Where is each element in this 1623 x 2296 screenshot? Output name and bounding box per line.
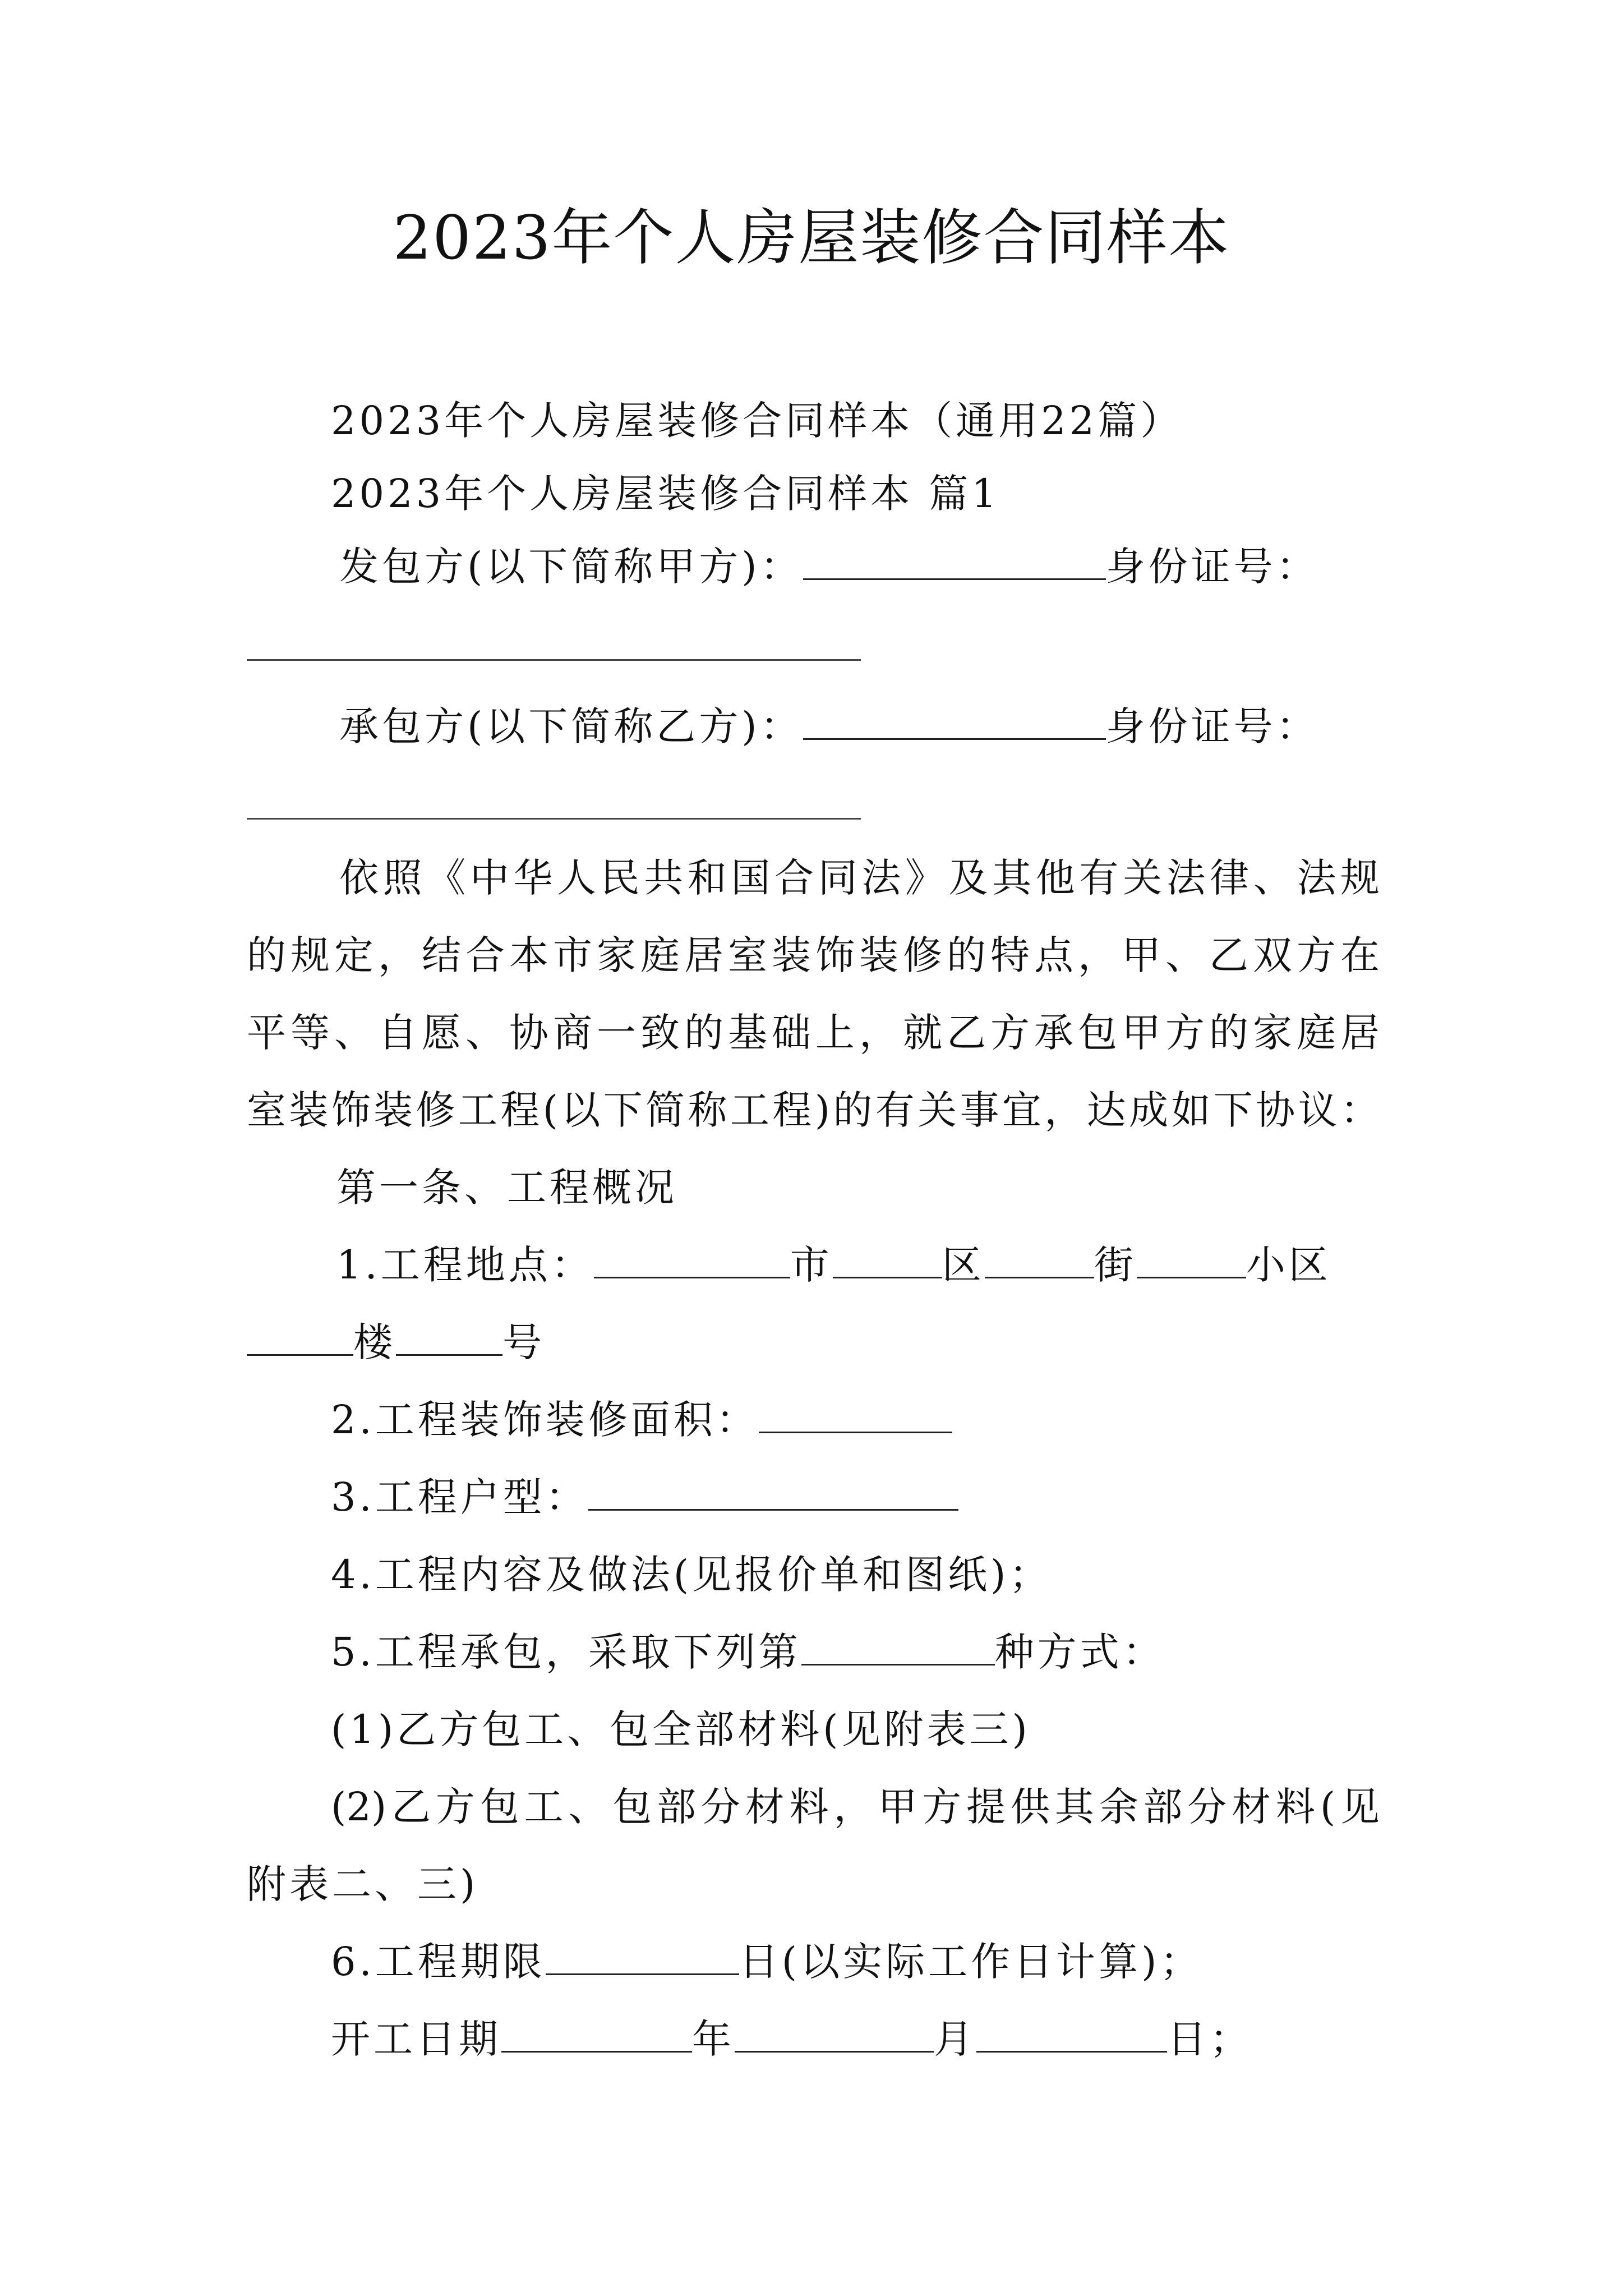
item6-suffix: 日(以实际工作日计算)； [739, 1939, 1203, 1985]
item1-building-label: 楼 [353, 1319, 396, 1365]
item3-type-blank[interactable] [588, 1475, 958, 1511]
item5-prefix: 5.工程承包，采取下列第 [331, 1629, 801, 1675]
item1-street-label: 街 [1094, 1242, 1137, 1288]
item1-number-label: 号 [502, 1319, 545, 1365]
item1-city-blank[interactable] [594, 1243, 790, 1278]
preamble-line-2: 的规定，结合本市家庭居室装饰装修的特点，甲、乙双方在 [247, 932, 1380, 978]
item1-district-blank[interactable] [833, 1243, 942, 1278]
item4-line: 4.工程内容及做法(见报价单和图纸)； [331, 1552, 1052, 1598]
item5-line [331, 1624, 1165, 1680]
start-day-label: 日； [1167, 2016, 1252, 2062]
party-a-name-blank[interactable] [803, 545, 1106, 580]
party-b-name-blank[interactable] [803, 705, 1106, 740]
item6-prefix: 6.工程期限 [331, 1939, 546, 1985]
party-a-id-label: 身份证号： [1105, 544, 1319, 590]
item1-building-blank[interactable] [247, 1320, 353, 1356]
item1-community-label: 小区 [1246, 1242, 1331, 1288]
party-a-line [339, 539, 1319, 595]
item5-mode-blank[interactable] [801, 1630, 995, 1665]
preamble-line-4: 室装饰装修工程(以下简称工程)的有关事宜，达成如下协议： [247, 1087, 1380, 1133]
preamble-line-3: 平等、自愿、协商一致的基础上，就乙方承包甲方的家庭居 [247, 1010, 1380, 1056]
document-subtitle: 2023年个人房屋装修合同样本（通用22篇） [331, 398, 1183, 444]
start-date-line [331, 2011, 1252, 2067]
start-month-blank[interactable] [735, 2017, 934, 2053]
item1-line [336, 1237, 1331, 1293]
item1-line-2 [247, 1314, 545, 1370]
option2-line-2: 附表二、三) [247, 1861, 479, 1907]
option2-line-1: (2)乙方包工、包部分材料，甲方提供其余部分材料(见 [331, 1784, 1380, 1830]
item5-suffix: 种方式： [994, 1629, 1165, 1675]
item1-prefix: 1.工程地点： [336, 1242, 594, 1288]
item2-area-blank[interactable] [759, 1398, 952, 1433]
item1-number-blank[interactable] [396, 1320, 502, 1356]
start-day-blank[interactable] [976, 2017, 1167, 2053]
party-b-id-blank[interactable] [247, 818, 861, 820]
start-date-prefix: 开工日期 [331, 2016, 501, 2062]
preamble-line-1: 依照《中华人民共和国合同法》及其他有关法律、法规 [339, 855, 1380, 901]
article1-heading: 第一条、工程概况 [336, 1165, 677, 1211]
item6-days-blank[interactable] [546, 1940, 739, 1975]
item1-city-label: 市 [790, 1242, 833, 1288]
option1-line: (1)乙方包工、包全部材料(见附表三) [331, 1706, 1031, 1752]
party-b-label: 承包方(以下简称乙方)： [339, 703, 803, 749]
party-b-id-label: 身份证号： [1105, 703, 1319, 749]
item3-line [331, 1469, 958, 1525]
item1-district-label: 区 [942, 1242, 985, 1288]
party-a-id-blank[interactable] [247, 659, 861, 661]
party-a-label: 发包方(以下简称甲方)： [339, 544, 803, 590]
start-year-blank[interactable] [501, 2017, 692, 2053]
start-month-label: 月 [934, 2016, 976, 2062]
item3-prefix: 3.工程户型： [331, 1474, 588, 1520]
item2-line [331, 1392, 952, 1448]
item2-prefix: 2.工程装饰装修面积： [331, 1397, 759, 1443]
start-year-label: 年 [692, 2016, 735, 2062]
item6-line [331, 1934, 1202, 1990]
document-title: 2023年个人房屋装修合同样本 [393, 203, 1230, 273]
item1-community-blank[interactable] [1137, 1243, 1246, 1278]
party-b-line [339, 698, 1319, 754]
section-heading: 2023年个人房屋装修合同样本 篇1 [331, 471, 1000, 517]
item1-street-blank[interactable] [985, 1243, 1094, 1278]
